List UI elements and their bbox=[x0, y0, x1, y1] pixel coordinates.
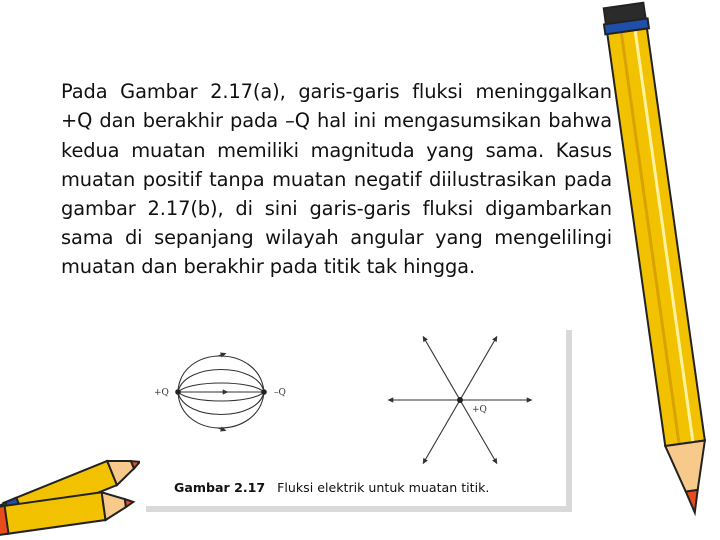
figure-2-17 bbox=[140, 324, 566, 506]
caption-text: Fluksi elektrik untuk muatan titik. bbox=[277, 480, 490, 495]
label-plus-q: +Q bbox=[154, 388, 169, 398]
charge-negative bbox=[261, 389, 267, 395]
pencil-icon bbox=[600, 0, 720, 530]
pencil-pair-icon bbox=[0, 430, 150, 540]
figure-caption bbox=[174, 480, 489, 495]
charge-positive bbox=[175, 389, 181, 395]
charge-point bbox=[457, 397, 463, 403]
dipole-field-lines bbox=[178, 354, 264, 430]
label-point-charge: +Q bbox=[472, 405, 487, 415]
flux-diagram bbox=[140, 324, 566, 506]
label-minus-q: –Q bbox=[274, 388, 286, 398]
body-paragraph: Pada Gambar 2.17(a), garis-garis fluksi meninggalkan +Q dan berakhir pada –Q hal ini mengasumsikan bahwa kedua muatan memiliki magnituda yang sama. Kasus muatan positif tanpa muatan negatif diilustrasikan pada gambar 2.17(b), di sini garis-garis fluksi digambarkan sama di sepanjang wilayah angular yang mengelilingi muatan dan berakhir pada titik tak hingga. bbox=[61, 80, 612, 278]
caption-label: Gambar 2.17 bbox=[174, 480, 266, 495]
